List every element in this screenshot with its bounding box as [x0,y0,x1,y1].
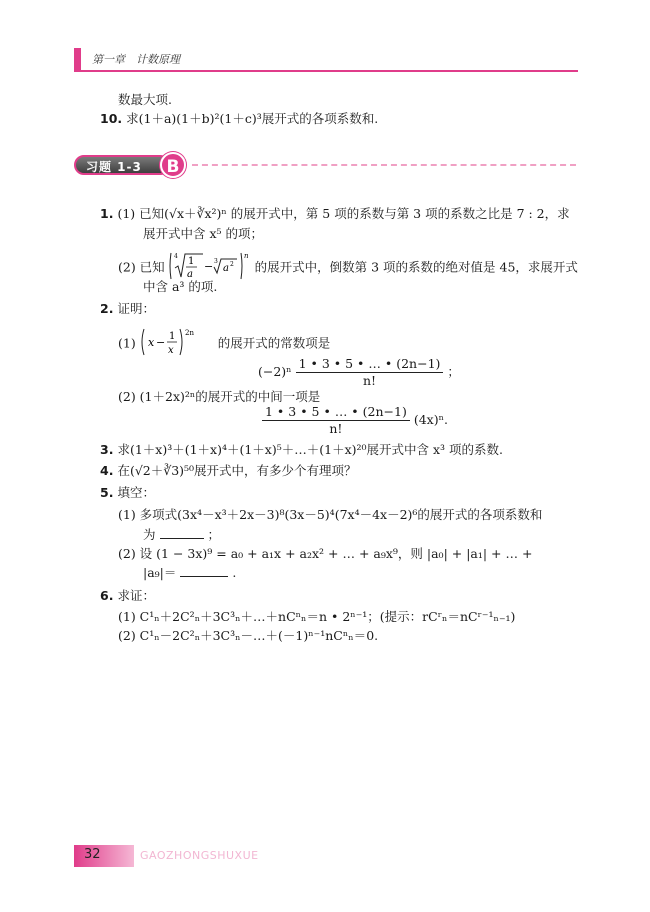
question-text: 证明： [117,301,155,316]
fraction-numerator: 1 • 3 • 5 • … • (2n−1) [296,356,444,373]
line-continued: 数最大项. [118,92,172,107]
question-2 [100,301,155,317]
question-5a: (1) 多项式(3x⁴－x³＋2x－3)⁸(3x－5)⁴(7x⁴－4x－2)⁶的展开式的各项系数和 [118,507,543,522]
question-text: |a₉|＝ [143,565,177,580]
question-5a-cont [143,527,220,543]
banner-dashed-rule [192,164,576,166]
question-number: 2. [100,301,114,316]
question-number: 6. [100,588,114,603]
question-1a [100,206,570,222]
radical-expression-svg [169,251,251,281]
question-2b-formula [262,404,448,437]
formula-fraction [262,404,410,437]
question-number: 5. [100,485,114,500]
header-rule [74,70,578,72]
question-text: 在(√2＋∛3)⁵⁰展开式中，有多少个有理项？ [117,463,357,478]
question-number: 1. [100,206,114,221]
svg-text:−: − [155,336,165,349]
exercise-10 [100,111,378,127]
banner-label: 习题 1-3 [86,160,142,174]
question-5 [100,485,155,501]
question-5b-cont [143,565,236,581]
question-text: 的展开式的常数项是 [217,335,331,351]
question-2b: (2) (1＋2x)²ⁿ的展开式的中间一项是 [118,389,321,404]
svg-text:a: a [222,263,229,274]
answer-blank [180,576,228,577]
exercise-text: 求(1＋a)(1＋b)²(1＋c)³展开式的各项系数和. [126,111,379,126]
svg-text:−: − [203,260,213,273]
svg-text:1: 1 [168,331,176,342]
formula-suffix: (4x)ⁿ. [413,412,448,427]
question-number: 3. [100,442,114,457]
header-accent-bar [74,48,81,70]
svg-text:2: 2 [229,261,234,268]
svg-text:4: 4 [173,253,178,260]
question-1b-cont: 中含 a³ 的项. [143,279,218,294]
svg-text:a: a [186,269,193,280]
question-number: 4. [100,463,114,478]
footer-watermark: GAOZHONGSHUXUE [140,849,259,862]
exercise-banner [74,152,184,178]
formula-suffix: ； [447,364,460,379]
chapter-header: 第一章 计数原理 [92,53,180,66]
svg-text:x: x [167,345,174,356]
question-3 [100,442,503,458]
question-text: . [232,565,237,580]
question-1a-cont: 展开式中含 x⁵ 的项； [143,226,264,241]
formula-prefix: (−2)ⁿ [258,364,292,379]
question-text: ； [207,527,220,542]
fraction-denominator: n! [362,373,377,388]
svg-text:2n: 2n [184,329,194,337]
fraction-denominator: n! [329,421,343,436]
question-text: (1) [118,335,136,351]
svg-text:x: x [147,336,154,349]
page-number: 32 [84,847,101,862]
question-text: 求证： [117,588,155,603]
svg-text:n: n [243,252,249,260]
question-text: 求(1＋x)³＋(1＋x)⁴＋(1＋x)⁵＋…＋(1＋x)²⁰展开式中含 x³ 项的系数. [117,442,503,457]
banner-level-badge: B [160,152,186,178]
question-text: 的展开式中，倒数第 3 项的系数的绝对值是 45，求展开式 [254,259,578,275]
question-6 [100,588,155,604]
question-6b: (2) C¹ₙ－2C²ₙ＋3C³ₙ－…＋(－1)ⁿ⁻¹nCⁿₙ＝0. [118,628,379,643]
question-2a-formula [258,356,460,389]
question-text: 为 [143,527,156,542]
binomial-expression-svg [140,327,214,357]
question-text: 填空： [117,485,155,500]
svg-text:1: 1 [187,256,195,267]
question-text: (1) 已知(√x＋∛x²)ⁿ 的展开式中，第 5 项的系数与第 3 项的系数之比是 7 : 2，求 [117,206,570,221]
formula-fraction [296,356,444,389]
footer-accent-bar [74,845,134,867]
svg-text:3: 3 [213,258,218,265]
question-6a: (1) C¹ₙ＋2C²ₙ＋3C³ₙ＋…＋nCⁿₙ＝n • 2ⁿ⁻¹；(提示：rCʳₙ＝nCʳ⁻¹ₙ₋₁) [118,609,516,624]
fraction-numerator: 1 • 3 • 5 • … • (2n−1) [262,404,410,421]
binomial-expression [140,327,214,361]
exercise-number: 10. [100,111,123,126]
question-5b: (2) 设 (1 − 3x)⁹ = a₀ + a₁x + a₂x² + … + a₉x⁹，则 |a₀| + |a₁| + … + [118,546,533,561]
question-text: (2) 已知 [118,259,165,275]
question-4 [100,463,357,479]
answer-blank [160,538,204,539]
